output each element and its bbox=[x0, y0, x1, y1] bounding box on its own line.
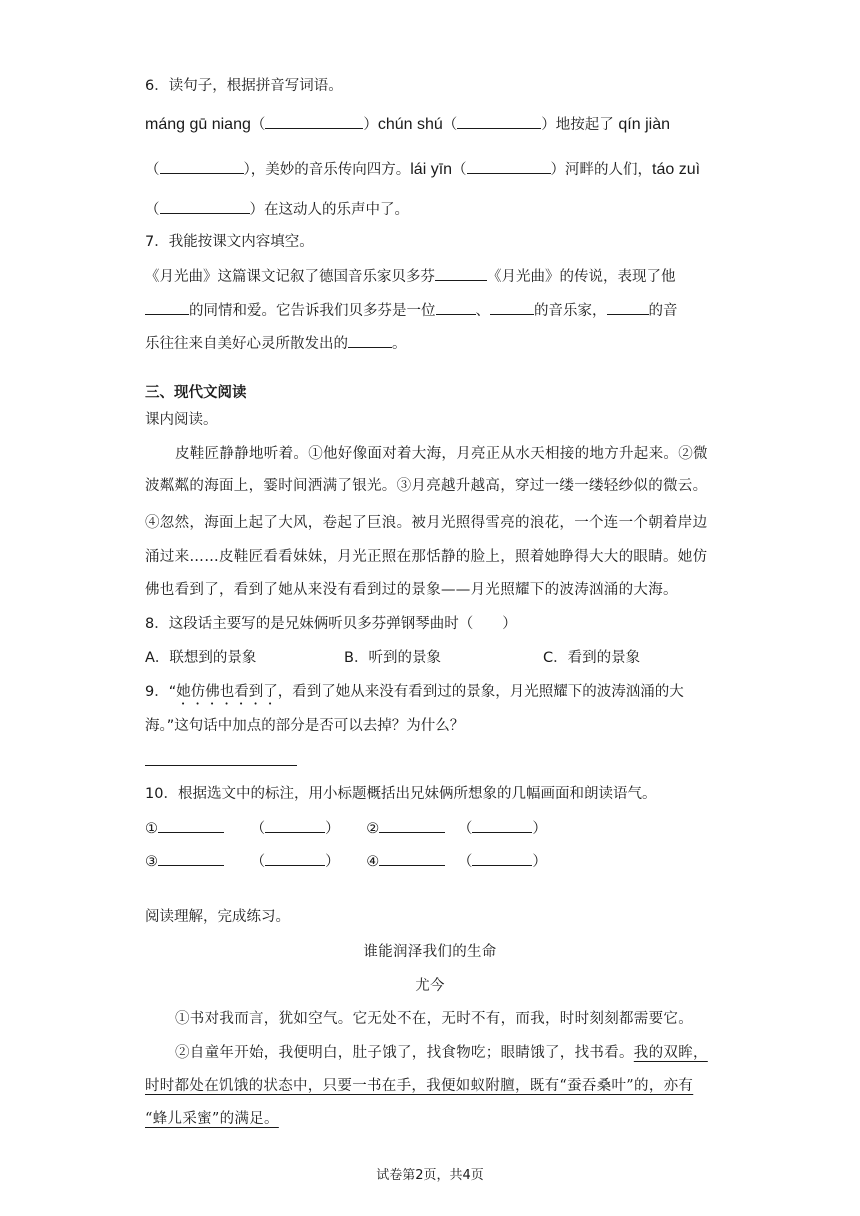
article-paragraph-2-line-3: “蜂儿采蜜”的满足。 bbox=[145, 1111, 279, 1127]
q6-pinyin-3: qín jiàn bbox=[618, 116, 670, 133]
passage-line-1: 皮鞋匠静静地听着。①他好像面对着大海，月亮正从水天相接的地方升起来。②微 bbox=[175, 446, 708, 462]
q7-text: 的音乐家， bbox=[534, 303, 607, 319]
article-paragraph-2-line-2: 时时都处在饥饿的状态中，只要一书在手，我便如蚁附膻，既有“蚕吞桑叶”的，亦有 bbox=[145, 1078, 694, 1094]
paren-open: （ bbox=[145, 162, 160, 178]
q6-text: ）在这动人的乐声中了。 bbox=[249, 202, 409, 218]
paren-open: （ bbox=[457, 854, 473, 870]
paren-close: ） bbox=[532, 854, 547, 870]
q7-stem: 7．我能按课文内容填空。 bbox=[145, 234, 314, 250]
q10-tone-3[interactable] bbox=[265, 850, 325, 866]
q10-row-2 bbox=[145, 850, 547, 872]
q7-text: 。 bbox=[392, 336, 407, 352]
q6-text: ），美妙的音乐传向四方。 bbox=[243, 162, 411, 178]
passage-line-4: 涌过来……皮鞋匠看看妹妹，月光正照在那恬静的脸上，照着她睁得大大的眼睛。她仿 bbox=[145, 549, 708, 565]
q6-blank-2[interactable] bbox=[457, 113, 541, 129]
q6-text: ）河畔的人们， bbox=[550, 162, 653, 178]
article-title: 谁能润泽我们的生命 bbox=[363, 944, 497, 960]
q10-tone-2[interactable] bbox=[472, 817, 532, 833]
reading-instruction: 阅读理解，完成练习。 bbox=[145, 909, 290, 925]
q10-tone-4[interactable] bbox=[472, 850, 532, 866]
q7-line3 bbox=[145, 332, 407, 354]
passage-line-3: ④忽然，海面上起了大风，卷起了巨浪。被月光照得雪亮的浪花，一个连一个朝着岸边 bbox=[145, 515, 708, 531]
q7-blank-4[interactable] bbox=[490, 299, 534, 315]
q7-line2 bbox=[145, 299, 678, 321]
q9-answer-line[interactable] bbox=[145, 765, 297, 766]
q7-text: 、 bbox=[475, 303, 490, 319]
article-text: ②自童年开始，我便明白，肚子饿了，找食物吃；眼睛饿了，找书看。 bbox=[175, 1045, 634, 1061]
q10-num: ② bbox=[366, 821, 380, 837]
q7-blank-2[interactable] bbox=[145, 299, 189, 315]
q7-blank-5[interactable] bbox=[607, 299, 649, 315]
q10-num: ① bbox=[145, 821, 158, 837]
q7-text: 乐往往来自美好心灵所散发出的 bbox=[145, 336, 348, 352]
q6-pinyin-4: lái yīn bbox=[410, 161, 453, 178]
q8-stem: 8．这段话主要写的是兄妹俩听贝多芬弹钢琴曲时（ ） bbox=[145, 616, 517, 632]
paren-close: ） bbox=[325, 854, 340, 870]
passage-line-2: 波粼粼的海面上，霎时间洒满了银光。③月亮越升越高，穿过一缕一缕轻纱似的微云。 bbox=[145, 478, 708, 494]
q6-blank-3[interactable] bbox=[160, 158, 244, 174]
paren-open: （ bbox=[145, 202, 160, 218]
q7-text: 《月光曲》这篇课文记叙了德国音乐家贝多芬 bbox=[145, 269, 435, 285]
q10-blank-2[interactable] bbox=[379, 817, 445, 833]
article-author: 尤今 bbox=[415, 978, 445, 994]
q9-line1 bbox=[145, 682, 684, 708]
q6-pinyin-5: táo zuì bbox=[652, 161, 701, 178]
q9-dotted-phrase: 她仿佛也看到了 bbox=[176, 684, 278, 700]
article-paragraph-1: ①书对我而言，犹如空气。它无处不在，无时不有，而我，时时刻刻都需要它。 bbox=[175, 1011, 693, 1027]
q10-tone-1[interactable] bbox=[265, 817, 325, 833]
q6-pinyin-1: máng gū niang bbox=[145, 116, 251, 133]
page-footer: 试卷第2页，共4页 bbox=[376, 1168, 484, 1183]
q10-blank-4[interactable] bbox=[379, 850, 445, 866]
q6-line1 bbox=[145, 113, 670, 135]
q6-line2 bbox=[145, 158, 700, 180]
q7-blank-1[interactable] bbox=[435, 265, 487, 281]
paren-close: ） bbox=[363, 117, 378, 133]
q9-line2: 海。”这句话中加点的部分是否可以去掉？为什么？ bbox=[145, 718, 465, 734]
q10-row-1 bbox=[145, 817, 547, 839]
q10-num: ④ bbox=[366, 854, 380, 870]
q7-blank-6[interactable] bbox=[348, 332, 392, 348]
q6-blank-1[interactable] bbox=[265, 113, 363, 129]
paren-close: ） bbox=[325, 821, 340, 837]
q7-text: 的音 bbox=[648, 303, 678, 319]
section-subheading: 课内阅读。 bbox=[145, 412, 218, 428]
q7-blank-3[interactable] bbox=[436, 299, 476, 315]
q10-num: ③ bbox=[145, 854, 158, 870]
q9-text: ，看到了她从来没有看到过的景象，月光照耀下的波涛汹涌的大 bbox=[277, 684, 684, 700]
q6-blank-4[interactable] bbox=[467, 158, 551, 174]
passage-line-5: 佛也看到了，看到了她从来没有看到过的景象——月光照耀下的波涛汹涌的大海。 bbox=[145, 582, 678, 598]
paren-open: （ bbox=[457, 821, 473, 837]
q6-line3 bbox=[145, 198, 409, 220]
q6-text: ）地按起了 bbox=[541, 117, 614, 133]
q10-blank-1[interactable] bbox=[158, 817, 224, 833]
paren-open: （ bbox=[250, 117, 266, 133]
q7-line1 bbox=[145, 265, 676, 287]
q7-text: 《月光曲》的传说，表现了他 bbox=[487, 269, 676, 285]
q7-text: 的同情和爱。它告诉我们贝多芬是一位 bbox=[189, 303, 436, 319]
paren-open: （ bbox=[250, 854, 266, 870]
paren-open: （ bbox=[442, 117, 458, 133]
paren-open: （ bbox=[250, 821, 266, 837]
q8-option-b[interactable]: B．听到的景象 bbox=[344, 650, 441, 666]
q6-stem: 6．读句子，根据拼音写词语。 bbox=[145, 78, 343, 94]
paren-open: （ bbox=[452, 162, 467, 178]
q6-pinyin-2: chún shú bbox=[377, 116, 443, 133]
section-heading: 三、现代文阅读 bbox=[145, 385, 247, 401]
q10-blank-3[interactable] bbox=[158, 850, 224, 866]
q9-text: 9．“ bbox=[145, 684, 177, 700]
q8-option-c[interactable]: C．看到的景象 bbox=[543, 650, 641, 666]
article-paragraph-2-line-1 bbox=[175, 1043, 708, 1063]
q8-option-a[interactable]: A．联想到的景象 bbox=[145, 650, 257, 666]
paren-close: ） bbox=[532, 821, 547, 837]
q10-stem: 10．根据选文中的标注，用小标题概括出兄妹俩所想象的几幅画面和朗读语气。 bbox=[145, 786, 657, 802]
article-underlined-text: 我的双眸， bbox=[633, 1045, 708, 1061]
q6-blank-5[interactable] bbox=[160, 198, 250, 214]
